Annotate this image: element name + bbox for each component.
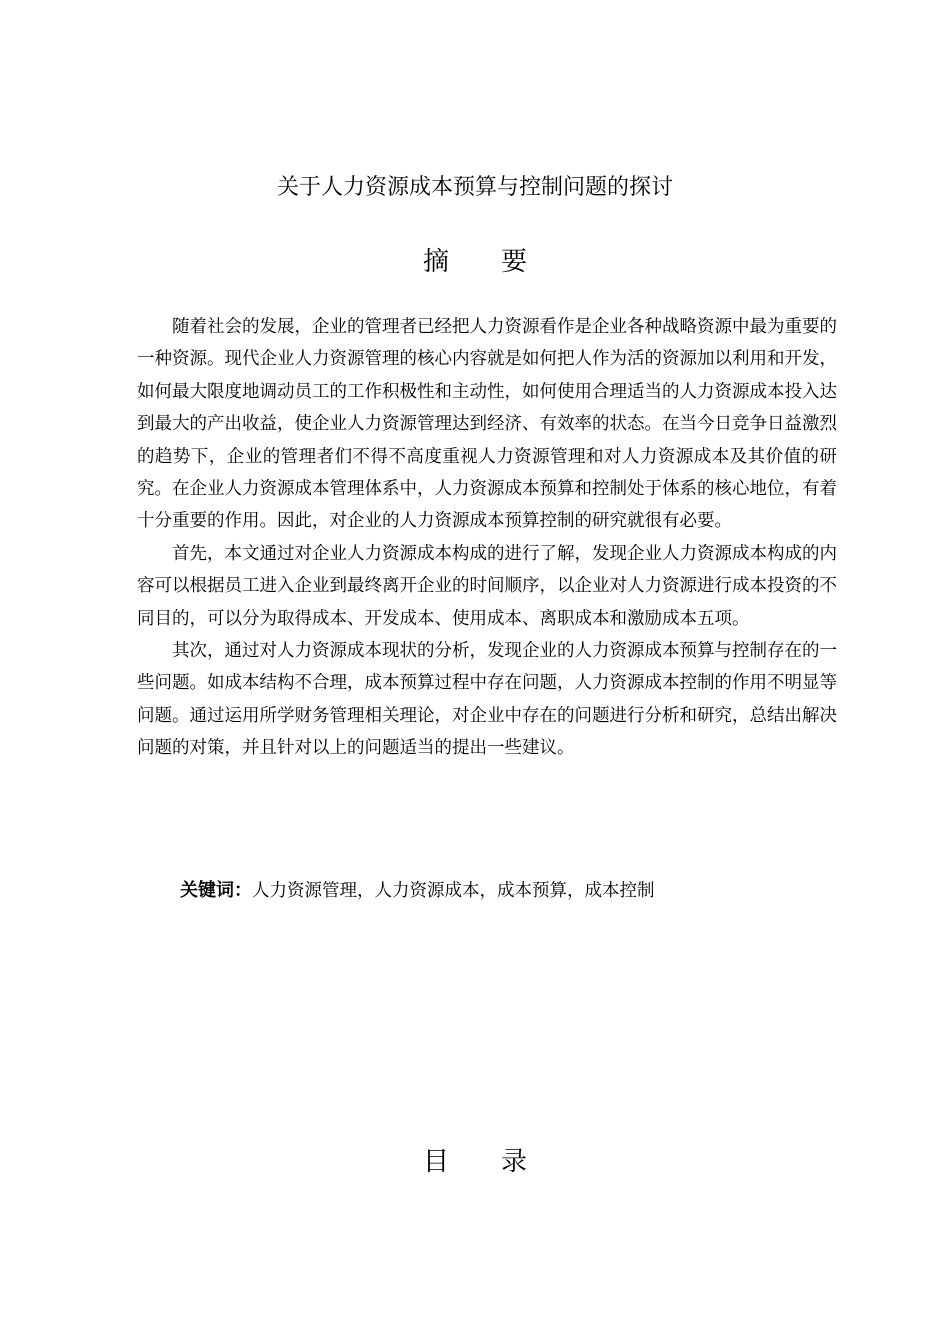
abstract-paragraph: 其次，通过对人力资源成本现状的分析，发现企业的人力资源成本预算与控制存在的一些问题。如成本结构不合理，成本预算过程中存在问题，人力资源成本控制的作用不明显等问题。通过运用所学财务管理相关理论，对企业中存在的问题进行分析和研究，总结出解决问题的对策，并且针对以上的问题适当的提出一些建议。 xyxy=(137,641,837,759)
toc-heading: 目录 xyxy=(422,1147,579,1177)
keywords-label: 关键词： xyxy=(180,880,252,901)
keywords-text: 人力资源管理，人力资源成本，成本预算，成本控制 xyxy=(252,881,655,901)
keywords-line xyxy=(180,875,820,907)
abstract-paragraph: 首先，本文通过对企业人力资源成本构成的进行了解，发现企业人力资源成本构成的内容可以根据员工进入企业到最终离开企业的时间顺序，以企业对人力资源进行成本投资的不同目的，可以分为取得成本、开发成本、使用成本、离职成本和激励成本五项。 xyxy=(137,543,837,629)
abstract-body xyxy=(137,311,837,765)
abstract-paragraph: 随着社会的发展，企业的管理者已经把人力资源看作是企业各种战略资源中最为重要的一种资源。现代企业人力资源管理的核心内容就是如何把人作为活的资源加以利用和开发，如何最大限度地调动员工的工作积极性和主动性，如何使用合理适当的人力资源成本投入达到最大的产出收益，使企业人力资源管理达到经济、有效率的状态。在当今日竞争日益激烈的趋势下，企业的管理者们不得不高度重视人力资源管理和对人力资源成本及其价值的研究。在企业人力资源成本管理体系中，人力资源成本预算和控制处于体系的核心地位，有着十分重要的作用。因此，对企业的人力资源成本预算控制的研究就很有必要。 xyxy=(137,317,837,532)
abstract-heading: 摘要 xyxy=(422,247,579,277)
paper-title: 关于人力资源成本预算与控制问题的探讨 xyxy=(276,175,673,200)
